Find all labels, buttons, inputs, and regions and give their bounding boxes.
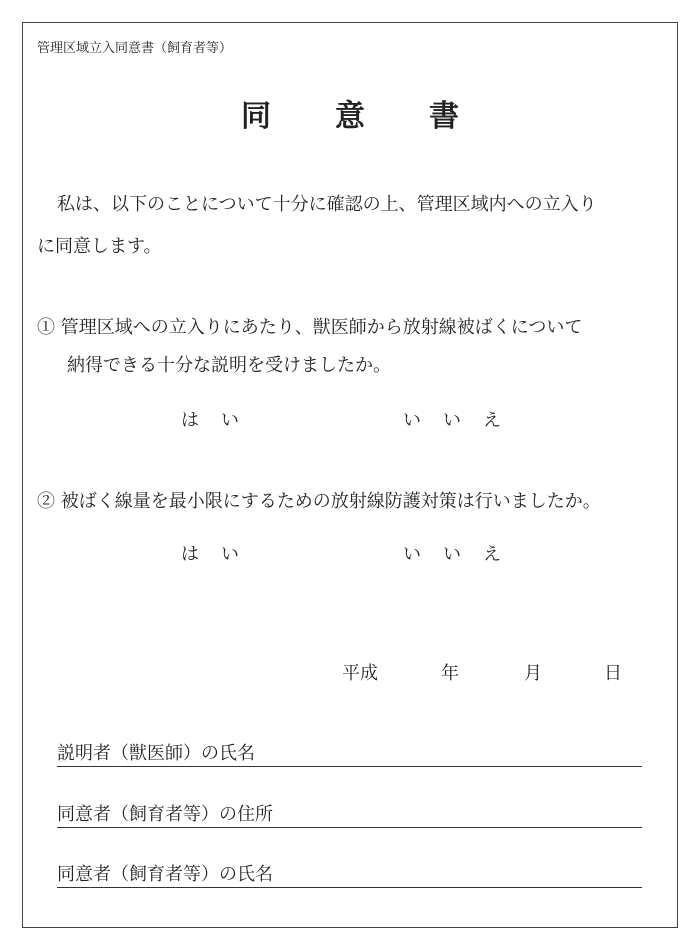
no-char: い [443,544,461,565]
date-year-label: 年 [441,663,459,684]
form-header-label: 管理区域立入同意書（飼育者等） [37,41,233,56]
no-char: え [483,410,501,431]
explainer-name-field[interactable] [57,739,642,767]
no-char: い [443,410,461,431]
yes-char: い [221,410,239,431]
consenter-address-field[interactable] [57,800,642,828]
question-2-line-1: ② 被ばく線量を最小限にするための放射線防護対策は行いましたか。 [37,491,601,512]
title-char-1: 同 [241,99,271,134]
yes-char: い [221,544,239,565]
question-1-yes-option[interactable] [181,406,261,432]
title-char-3: 書 [429,99,459,134]
question-1-line-2: 納得できる十分な説明を受けましたか。 [67,355,391,376]
no-char: え [483,544,501,565]
question-1-no-option[interactable] [403,406,523,432]
date-era-label: 平成 [342,663,378,684]
page-title [0,91,700,135]
intro-line-2: に同意します。 [37,236,162,257]
intro-line-1: 私は、以下のことについて十分に確認の上、管理区域内への立入り [57,194,597,215]
question-2-yes-option[interactable] [181,540,261,566]
date-month-label: 月 [524,663,542,684]
no-char: い [403,410,421,431]
consenter-address-label: 同意者（飼育者等）の住所 [57,804,273,825]
yes-char: は [181,410,199,431]
date-day-label: 日 [604,663,622,684]
consenter-name-field[interactable] [57,860,642,888]
question-1-line-1: ① 管理区域への立入りにあたり、獣医師から放射線被ばくについて [37,317,583,338]
explainer-name-label: 説明者（獣医師）の氏名 [57,743,255,764]
consenter-name-label: 同意者（飼育者等）の氏名 [57,864,273,885]
title-char-2: 意 [335,99,365,134]
yes-char: は [181,544,199,565]
question-2-no-option[interactable] [403,540,523,566]
form-border [22,22,678,928]
no-char: い [403,544,421,565]
